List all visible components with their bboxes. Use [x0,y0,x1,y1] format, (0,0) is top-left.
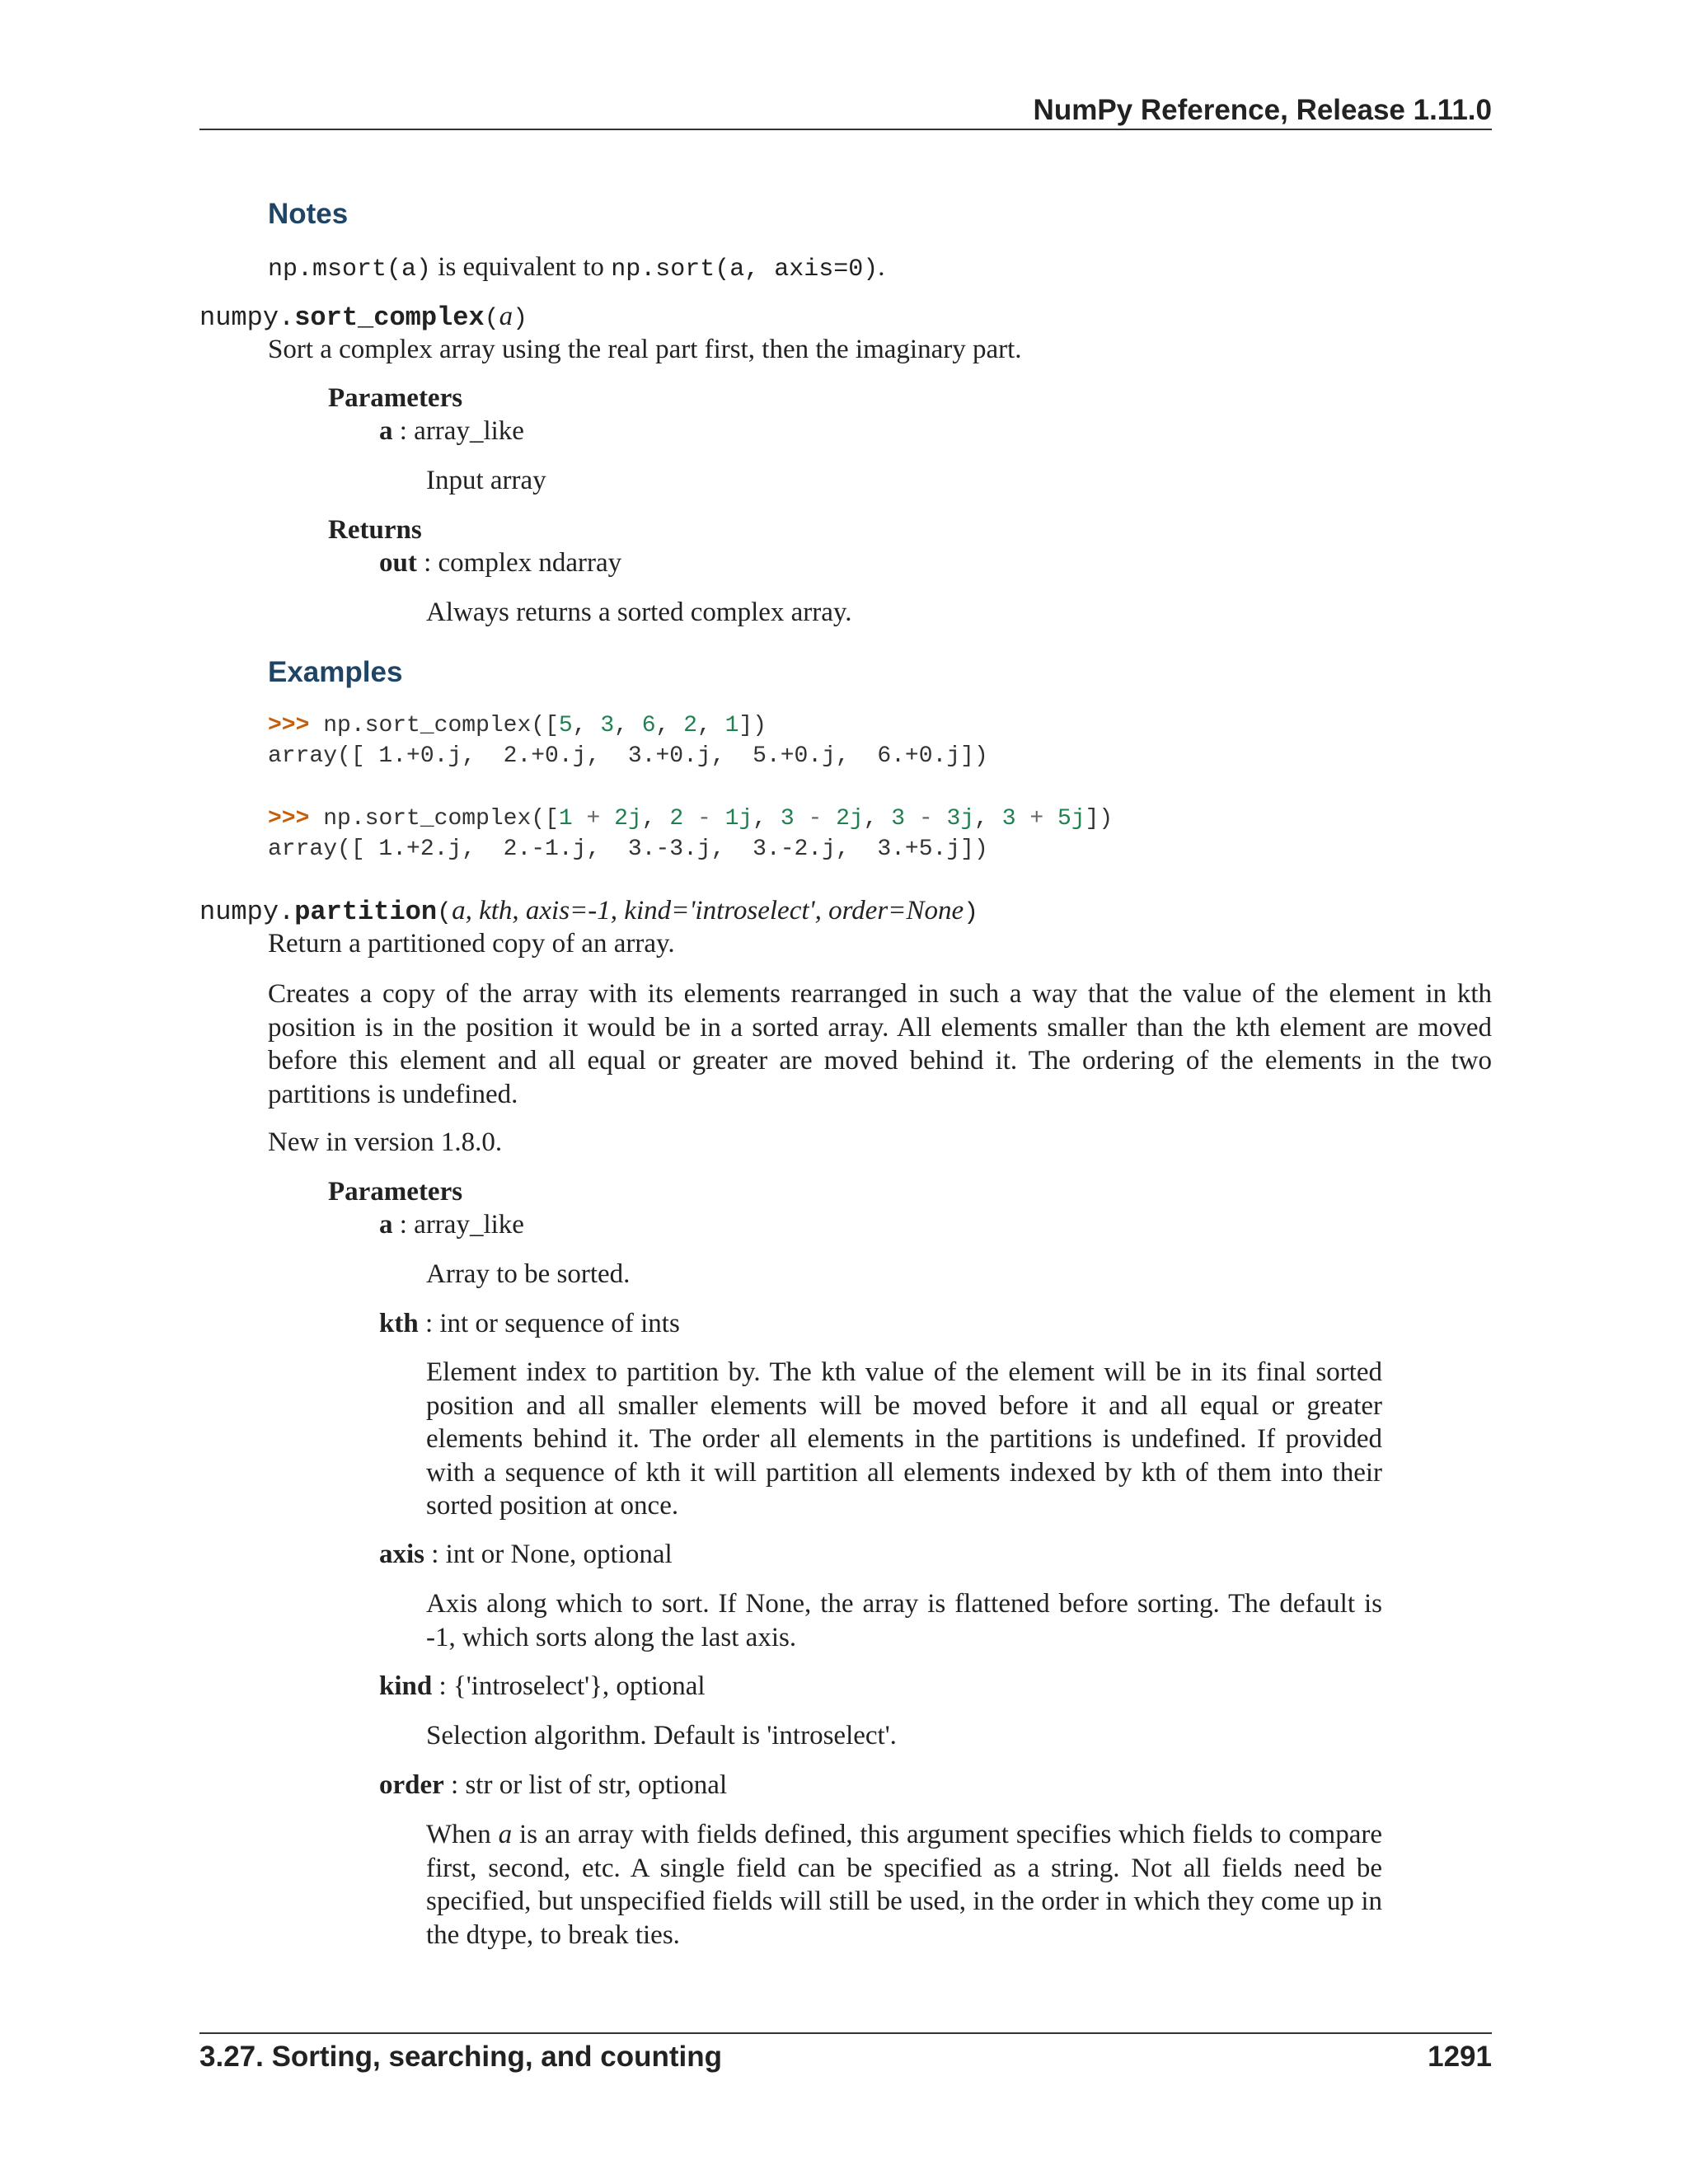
sort-complex-return-out [379,546,621,579]
param-order [379,1769,727,1802]
example-1-input: >>> np.sort_complex([5, 3, 6, 2, 1]) [268,713,767,738]
notes-mid: is equivalent to [438,252,604,282]
sort-complex-args: a [499,302,513,331]
example-1-output: array([ 1.+0.j, 2.+0.j, 3.+0.j, 5.+0.j, 6.+0.j]) [268,743,988,769]
param-name: kind [379,1671,433,1701]
partition-description: Creates a copy of the array with its elements rearranged in such a way that the value of the element in kth position is in the position it would be in a sorted array. All elements smaller than the kth element are moved before this element and all equal or greater are moved behind it. The ordering of the elements in the two partitions is undefined. [268,979,1492,1109]
page-header [199,92,1492,130]
param-name: axis [379,1540,425,1569]
param-type: : int or sequence of ints [424,1309,680,1338]
notes-end: . [878,252,885,282]
param-order-desc: When a is an array with fields defined, this argument specifies which fields to compare first, second, etc. A single field can be specified as a string. Not all fields need be specified, but unspecified fields will still be used, in the order in which they come up in the dtype, to break ties. [426,1820,1383,1950]
footer-section: 3.27. Sorting, searching, and counting [199,2041,722,2073]
prompt: >>> [268,713,310,738]
sort-complex-param-a-desc: Input array [426,466,546,495]
notes-text [268,251,885,286]
sort-complex-returns-label: Returns [328,515,422,545]
example-2-input: >>> np.sort_complex([1 + 2j, 2 - 1j, 3 - 2j, 3 - 3j, 3 + 5j]) [268,806,1114,832]
param-type: : {'introselect'}, optional [438,1671,706,1701]
sort-complex-return-desc: Always returns a sorted complex array. [426,598,852,627]
return-name: out [379,548,417,578]
param-a [379,1208,524,1241]
param-kind [379,1670,706,1703]
examples-heading: Examples [268,656,403,688]
sort-complex-signature: numpy.sort_complex(a) [199,302,528,333]
param-name: kth [379,1309,419,1338]
notes-code-msort: np.msort(a) [268,255,432,284]
partition-summary: Return a partitioned copy of an array. [268,929,675,958]
partition-module: numpy. [199,897,295,927]
param-a-desc: Array to be sorted. [426,1259,631,1289]
param-kth [379,1307,680,1340]
sort-complex-name: sort_complex [294,302,485,333]
param-type: : int or None, optional [431,1540,673,1569]
header-title: NumPy Reference, Release 1.11.0 [1033,94,1492,126]
partition-parameters-label: Parameters [328,1177,463,1207]
notes-code-sort: np.sort(a, axis=0) [611,255,879,284]
param-name: a [379,416,393,446]
param-type: : array_like [399,1210,524,1240]
footer-page-number: 1291 [1428,2041,1492,2073]
prompt: >>> [268,806,310,832]
partition-args: a, kth, axis=-1, kind='introselect', order=None [452,896,964,926]
return-type: : complex ndarray [424,548,622,578]
param-name: order [379,1770,444,1800]
sort-complex-param-a [379,415,524,448]
sort-complex-parameters-label: Parameters [328,383,463,413]
partition-version: New in version 1.8.0. [268,1127,503,1157]
param-kth-desc: Element index to partition by. The kth value of the element will be in its final sorted position and all smaller elements will be moved before it and all equal or greater elements behind it. The order all elements in the partitions is undefined. If provided with a sequence of kth it will partition all elements indexed by kth of them into their sorted position at once. [426,1357,1382,1521]
example-2-output: array([ 1.+2.j, 2.-1.j, 3.-3.j, 3.-2.j, 3.+5.j]) [268,837,988,862]
partition-name: partition [294,897,438,927]
sort-complex-module: numpy. [199,302,295,333]
notes-heading: Notes [268,198,349,230]
param-axis-desc: Axis along which to sort. If None, the array is flattened before sorting. The default is -1, which sorts along the last axis. [426,1589,1382,1652]
page-footer [199,2032,1492,2074]
param-kind-desc: Selection algorithm. Default is 'introselect'. [426,1721,897,1750]
partition-signature: numpy.partition(a, kth, axis=-1, kind='introselect', order=None) [199,896,979,927]
param-type: : array_like [399,416,524,446]
sort-complex-summary: Sort a complex array using the real part first, then the imaginary part. [268,335,1022,364]
param-name: a [379,1210,393,1240]
param-type: : str or list of str, optional [451,1770,728,1800]
param-axis [379,1538,673,1571]
